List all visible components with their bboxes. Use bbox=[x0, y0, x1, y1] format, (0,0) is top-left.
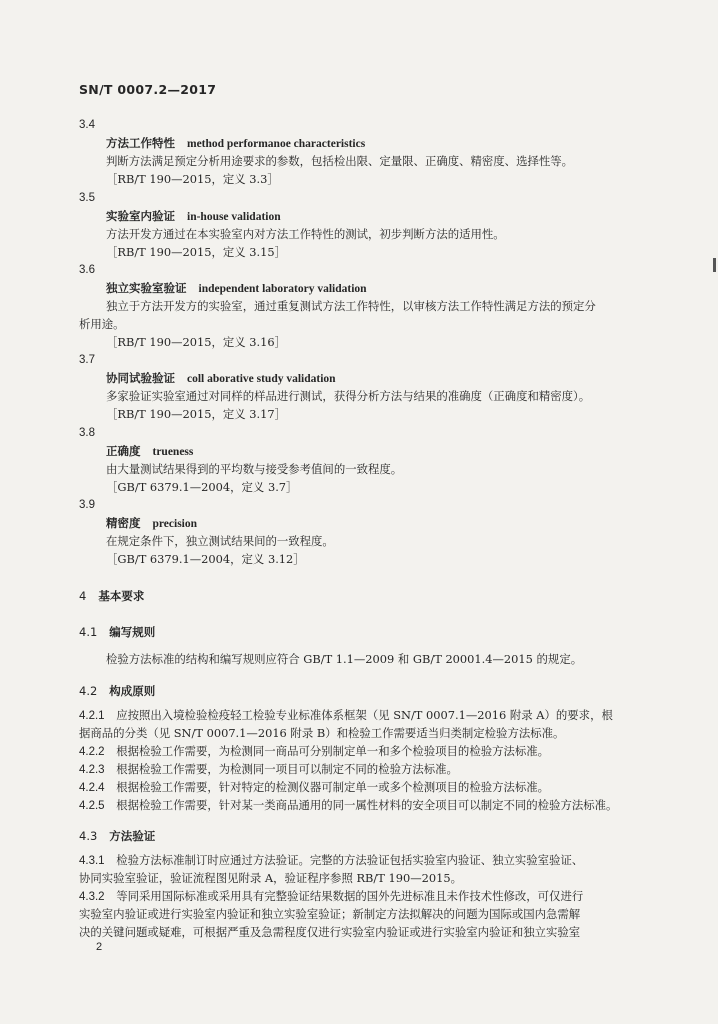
term-english: trueness bbox=[152, 446, 194, 458]
clause-4-3-2 bbox=[79, 889, 583, 904]
definition-text: 多家验证实验室通过对同样的样品进行测试，获得分析方法与结果的准确度（正确度和精密度）。 bbox=[106, 389, 591, 403]
clause-text: 根据检验工作需要，为检测同一商品可分别制定单一和多个检验项目的检验方法标准。 bbox=[116, 744, 550, 758]
definition-term bbox=[106, 209, 281, 224]
section-title: 方法验证 bbox=[109, 829, 156, 843]
clause-text: 根据检验工作需要，为检测同一项目可以制定不同的检验方法标准。 bbox=[116, 762, 458, 776]
definition-term bbox=[106, 281, 367, 296]
section-title: 构成原则 bbox=[109, 684, 156, 698]
clause-4-2-3 bbox=[79, 762, 458, 777]
section-4-1-text: 检验方法标准的结构和编写规则应符合 GB/T 1.1—2009 和 GB/T 20001.4—2015 的规定。 bbox=[106, 652, 583, 666]
definition-number: 3.4 bbox=[79, 119, 95, 131]
term-chinese: 独立实验室验证 bbox=[106, 281, 187, 295]
term-english: coll aborative study validation bbox=[187, 373, 336, 385]
clause-text-continued: 决的关键问题或疑难，可根据严重及急需程度仅进行实验室内验证或进行实验室内验证和独立实验室 bbox=[79, 925, 581, 939]
clause-text: 根据检验工作需要，针对特定的检测仪器可制定单一或多个检测项目的检验方法标准。 bbox=[116, 780, 550, 794]
clause-text: 应按照出入境检验检疫轻工检验专业标准体系框架（见 SN/T 0007.1—2016 附录 A）的要求，根 bbox=[116, 708, 613, 722]
definition-reference: ［RB/T 190—2015，定义 3.16］ bbox=[106, 335, 287, 349]
clause-4-2-4 bbox=[79, 780, 549, 795]
clause-text: 检验方法标准制订时应通过方法验证。完整的方法验证包括实验室内验证、独立实验室验证、 bbox=[116, 853, 584, 867]
section-4-1-heading bbox=[79, 624, 155, 640]
definition-number: 3.6 bbox=[79, 264, 95, 276]
clause-text-continued: 据商品的分类（见 SN/T 0007.1—2016 附录 B）和检验工作需要适当归类制定检验方法标准。 bbox=[79, 726, 565, 740]
clause-number: 4.2.2 bbox=[79, 746, 105, 758]
definition-reference: ［GB/T 6379.1—2004，定义 3.7］ bbox=[106, 480, 298, 494]
clause-4-2-5 bbox=[79, 798, 617, 813]
section-number: 4.2 bbox=[79, 684, 98, 698]
clause-4-3-1 bbox=[79, 853, 583, 868]
term-chinese: 方法工作特性 bbox=[106, 136, 175, 150]
clause-text: 等同采用国际标准或采用具有完整验证结果数据的国外先进标准且未作技术性修改，可仅进行 bbox=[116, 889, 584, 903]
section-4-2-heading bbox=[79, 683, 155, 699]
section-title: 基本要求 bbox=[98, 589, 145, 603]
term-english: method performanoe characteristics bbox=[187, 138, 366, 150]
scan-edge-mark bbox=[713, 258, 716, 272]
section-number: 4.3 bbox=[79, 829, 98, 843]
section-title: 编写规则 bbox=[109, 625, 156, 639]
definition-term bbox=[106, 444, 193, 459]
term-chinese: 协同试验验证 bbox=[106, 371, 175, 385]
definition-reference: ［GB/T 6379.1—2004，定义 3.12］ bbox=[106, 552, 305, 566]
clause-4-2-1 bbox=[79, 708, 655, 723]
definition-reference: ［RB/T 190—2015，定义 3.3］ bbox=[106, 172, 279, 186]
definition-text-continued: 析用途。 bbox=[79, 317, 125, 331]
definition-text: 独立于方法开发方的实验室，通过重复测试方法工作特性，以审核方法工作特性满足方法的预定分 bbox=[106, 299, 596, 313]
clause-text-continued: 实验室内验证或进行实验室内验证和独立实验室验证；新制定方法拟解决的问题为国际或国内急需解 bbox=[79, 907, 581, 921]
definition-text: 由大量测试结果得到的平均数与接受参考值间的一致程度。 bbox=[106, 462, 403, 476]
clause-number: 4.3.1 bbox=[79, 855, 105, 867]
definition-text: 在规定条件下，独立测试结果间的一致程度。 bbox=[106, 534, 334, 548]
definition-term bbox=[106, 516, 197, 531]
clause-number: 4.2.4 bbox=[79, 782, 105, 794]
definition-number: 3.5 bbox=[79, 192, 95, 204]
definition-text: 方法开发方通过在本实验室内对方法工作特性的测试，初步判断方法的适用性。 bbox=[106, 227, 505, 241]
clause-text: 根据检验工作需要，针对某一类商品通用的同一属性材料的安全项目可以制定不同的检验方法标准。 bbox=[116, 798, 618, 812]
clause-4-2-2 bbox=[79, 744, 549, 759]
clause-text-continued: 协同实验室验证，验证流程图见附录 A，验证程序参照 RB/T 190—2015。 bbox=[79, 871, 462, 885]
definition-term bbox=[106, 136, 365, 151]
term-chinese: 正确度 bbox=[106, 444, 141, 458]
clause-number: 4.2.3 bbox=[79, 764, 105, 776]
definition-number: 3.9 bbox=[79, 499, 95, 511]
definition-term bbox=[106, 371, 336, 386]
definition-number: 3.7 bbox=[79, 354, 95, 366]
term-english: precision bbox=[152, 518, 198, 530]
definition-text: 判断方法满足预定分析用途要求的参数，包括检出限、定量限、正确度、精密度、选择性等。 bbox=[106, 154, 574, 168]
term-english: in-house validation bbox=[187, 211, 281, 223]
term-english: independent laboratory validation bbox=[198, 283, 367, 295]
term-chinese: 精密度 bbox=[106, 516, 141, 530]
clause-number: 4.2.5 bbox=[79, 800, 105, 812]
section-4-heading bbox=[79, 588, 144, 604]
page-number: 2 bbox=[96, 941, 103, 953]
standard-number-header: SN/T 0007.2—2017 bbox=[79, 82, 217, 97]
definition-reference: ［RB/T 190—2015，定义 3.17］ bbox=[106, 407, 287, 421]
section-number: 4.1 bbox=[79, 625, 98, 639]
clause-number: 4.3.2 bbox=[79, 891, 105, 903]
section-number: 4 bbox=[79, 589, 87, 603]
definition-number: 3.8 bbox=[79, 427, 95, 439]
term-chinese: 实验室内验证 bbox=[106, 209, 175, 223]
section-4-3-heading bbox=[79, 828, 155, 844]
definition-reference: ［RB/T 190—2015，定义 3.15］ bbox=[106, 245, 287, 259]
clause-number: 4.2.1 bbox=[79, 710, 105, 722]
